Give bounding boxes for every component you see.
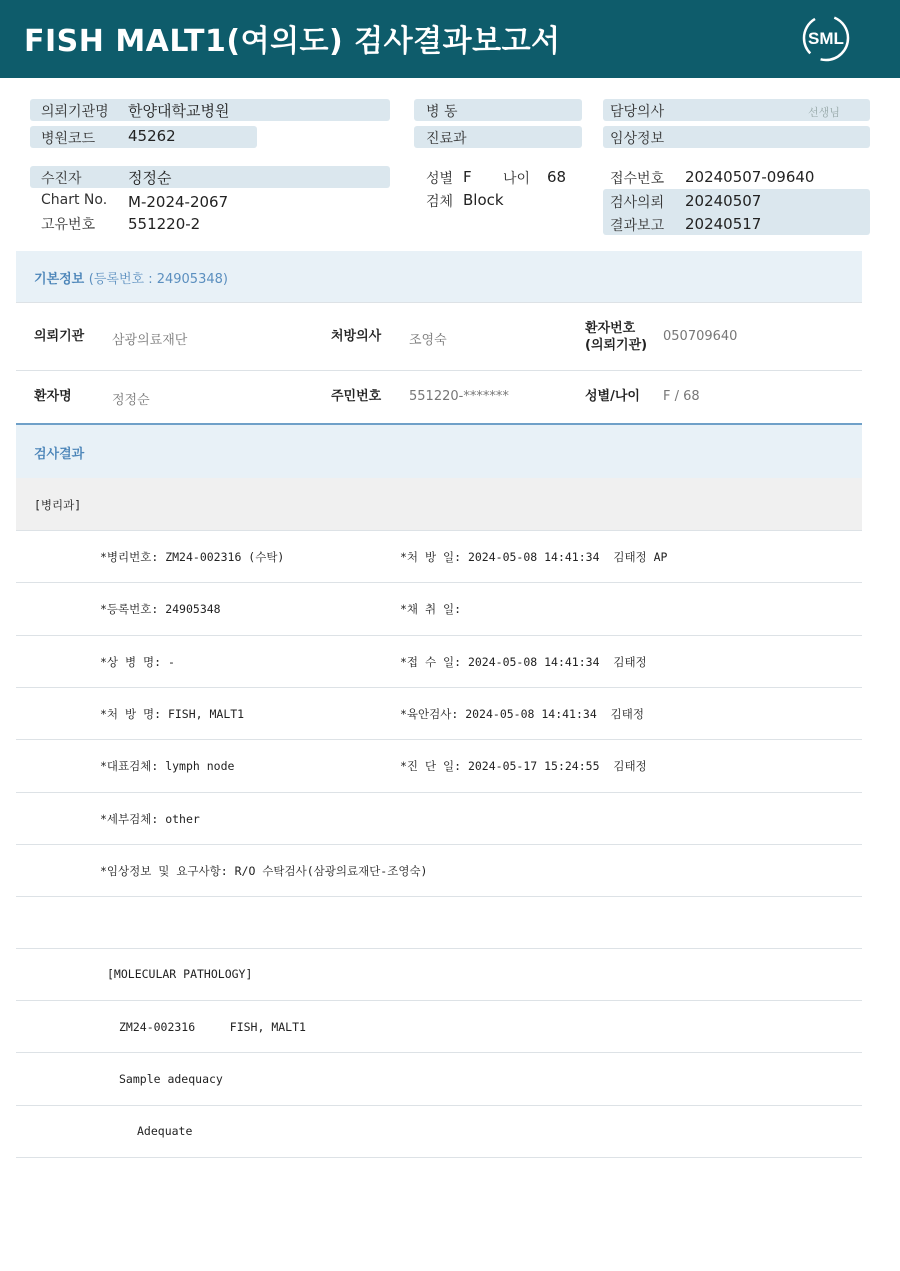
patient-pill bbox=[30, 166, 390, 188]
adequacy-value: Adequate bbox=[137, 1124, 193, 1138]
patient-id-value: 050709640 bbox=[663, 329, 738, 344]
name-key: 환자명 bbox=[34, 389, 72, 404]
sexage-value: F / 68 bbox=[663, 389, 700, 404]
request-value: 20240507 bbox=[685, 192, 762, 210]
hospital-code-value: 45262 bbox=[128, 127, 176, 145]
rrn-value: 551220-******* bbox=[409, 389, 509, 404]
molecular-id: ZM24-002316 FISH, MALT1 bbox=[119, 1020, 306, 1034]
dept-band bbox=[16, 478, 862, 530]
dept-label: 진료과 bbox=[426, 131, 467, 147]
sex-label: 성별 bbox=[426, 171, 454, 187]
rrn-key: 주민번호 bbox=[331, 389, 382, 404]
result-row-right: *접 수 일: 2024-05-08 14:41:34 김태정 bbox=[400, 655, 647, 669]
inst-key: 의뢰기관 bbox=[34, 329, 85, 344]
doctor-suffix: 선생님 bbox=[808, 106, 840, 119]
specimen-label: 검체 bbox=[426, 194, 454, 210]
unique-value: 551220-2 bbox=[128, 215, 201, 233]
chart-value: M-2024-2067 bbox=[128, 193, 229, 211]
clinical-label: 임상정보 bbox=[610, 131, 665, 147]
result-row-left: *병리번호: ZM24-002316 (수탁) bbox=[100, 550, 285, 564]
institution-label: 의뢰기관명 bbox=[41, 104, 109, 120]
report-title: FISH MALT1(여의도) 검사결과보고서 bbox=[24, 24, 561, 59]
result-row-right: *육안검사: 2024-05-08 14:41:34 김태정 bbox=[400, 707, 644, 721]
results-header bbox=[16, 425, 862, 478]
result-row-left: *등록번호: 24905348 bbox=[100, 602, 221, 616]
svg-text:SML: SML bbox=[808, 29, 844, 48]
chart-label: Chart No. bbox=[41, 192, 108, 208]
receipt-value: 20240507-09640 bbox=[685, 168, 815, 186]
adequacy-label: Sample adequacy bbox=[119, 1072, 223, 1086]
patient-label: 수진자 bbox=[41, 171, 82, 187]
result-row-left: *세부검체: other bbox=[100, 812, 200, 826]
registration-number: (등록번호 : 24905348) bbox=[88, 272, 228, 287]
result-row-right: *채 취 일: bbox=[400, 602, 462, 616]
receipt-label: 접수번호 bbox=[610, 171, 665, 187]
patient-value: 정정순 bbox=[128, 169, 172, 187]
unique-label: 고유번호 bbox=[41, 217, 96, 233]
patient-id-key: 환자번호 (의뢰기관) bbox=[585, 321, 648, 353]
report-value: 20240517 bbox=[685, 215, 762, 233]
sex-value: F bbox=[463, 168, 472, 186]
hospital-code-label: 병원코드 bbox=[41, 131, 96, 147]
institution-value: 한양대학교병원 bbox=[128, 102, 230, 120]
report-header bbox=[0, 0, 900, 78]
doctor-key: 처방의사 bbox=[331, 329, 382, 344]
results-title: 검사결과 bbox=[34, 447, 85, 462]
result-row-left: *임상정보 및 요구사항: R/O 수탁검사(삼광의료재단-조영숙) bbox=[100, 864, 428, 878]
dept-label: [병리과] bbox=[34, 498, 82, 512]
doctor-value: 조영숙 bbox=[409, 333, 447, 348]
specimen-value: Block bbox=[463, 191, 504, 209]
sml-logo bbox=[800, 12, 852, 64]
result-row-left: *처 방 명: FISH, MALT1 bbox=[100, 707, 245, 721]
name-value: 정정순 bbox=[112, 393, 150, 408]
result-row-right: *처 방 일: 2024-05-08 14:41:34 김태정 AP bbox=[400, 550, 668, 564]
request-label: 검사의뢰 bbox=[610, 195, 665, 211]
result-row-left: *상 병 명: - bbox=[100, 655, 175, 669]
sexage-key: 성별/나이 bbox=[585, 389, 640, 404]
result-row-right: *진 단 일: 2024-05-17 15:24:55 김태정 bbox=[400, 759, 647, 773]
report-label: 결과보고 bbox=[610, 218, 665, 234]
result-row-left: *대표검체: lymph node bbox=[100, 759, 235, 773]
age-label: 나이 bbox=[503, 171, 531, 187]
molecular-title: [MOLECULAR PATHOLOGY] bbox=[107, 967, 253, 981]
inst-value: 삼광의료재단 bbox=[112, 333, 188, 348]
age-value: 68 bbox=[547, 168, 567, 186]
basic-info-title: 기본정보 (등록번호 : 24905348) bbox=[34, 272, 228, 287]
doctor-label: 담당의사 bbox=[610, 104, 665, 120]
ward-label: 병 동 bbox=[426, 104, 458, 120]
